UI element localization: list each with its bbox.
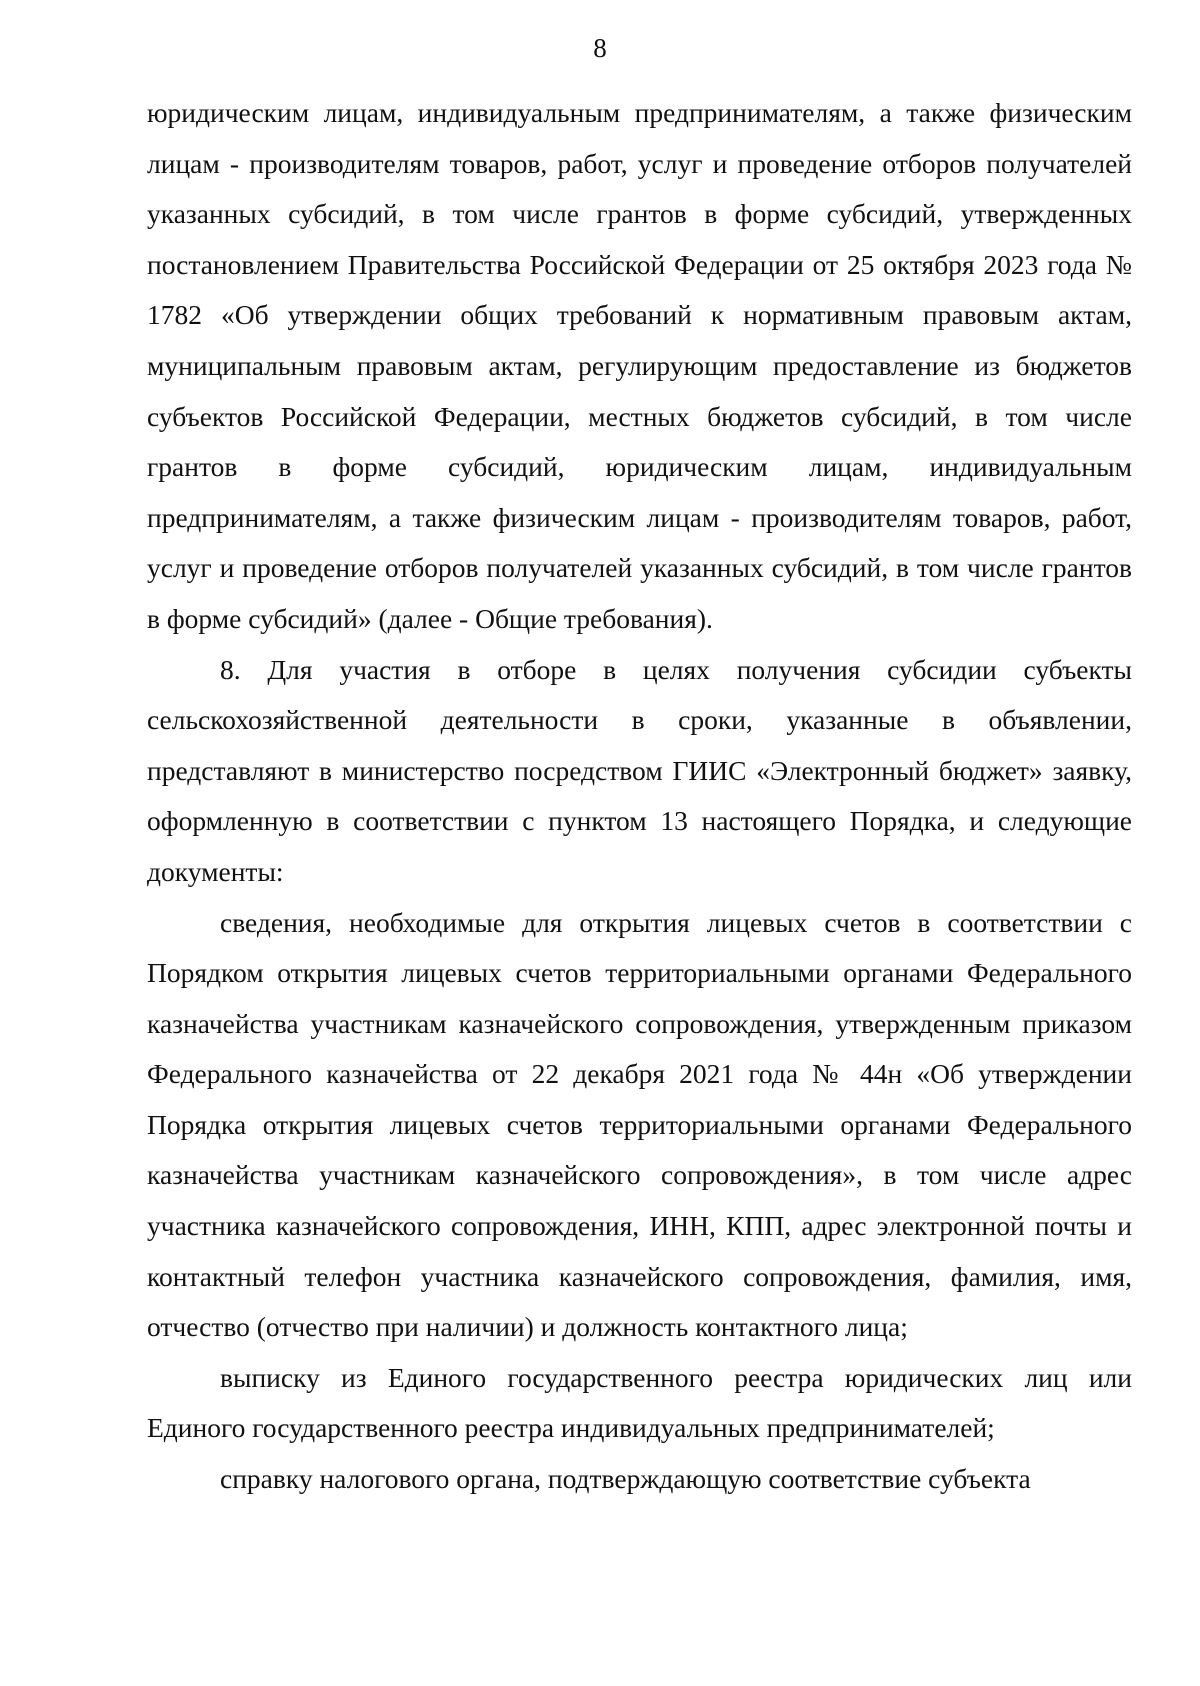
document-body xyxy=(147,88,1132,1505)
page-number: 8 xyxy=(593,33,607,63)
paragraph-account-info: сведения, необходимые для открытия лицевых счетов в соответствии с Порядком открытия лицевых счетов территориальными органами Федерального казначейства участникам казначейского сопровождения, утвержденным приказом Федерального казначейства от 22 декабря 2021 года № 44н «Об утверждении Порядка открытия лицевых счетов территориальными органами Федерального казначейства участникам казначейского сопровождения», в том числе адрес участника казначейского сопровождения, ИНН, КПП, адрес электронной почты и контактный телефон участника казначейского сопровождения, фамилия, имя, отчество (отчество при наличии) и должность контактного лица; xyxy=(147,906,1132,1343)
paragraph-registry-extract: выписку из Единого государственного реестра юридических лиц или Единого государственного реестра индивидуальных предпринимателей; xyxy=(147,1361,1132,1444)
paragraph-tax-certificate: справку налогового органа, подтверждающую соответствие субъекта xyxy=(220,1463,1031,1495)
paragraph-item-8: 8. Для участия в отборе в целях получения субсидии субъекты сельскохозяйственной деятельности в сроки, указанные в объявлении, представляют в министерство посредством ГИИС «Электронный бюджет» заявку, оформленную в соответствии с пунктом 13 настоящего Порядка, и следующие документы: xyxy=(147,653,1132,887)
paragraph-continuation: юридическим лицам, индивидуальным предпринимателям, а также физическим лицам - производителям товаров, работ, услуг и проведение отборов получателей указанных субсидий, в том числе грантов в форме субсидий, утвержденных постановлением Правительства Российской Федерации от 25 октября 2023 года № 1782 «Об утверждении общих требований к нормативным правовым актам, муниципальным правовым актам, регулирующим предоставление из бюджетов субъектов Российской Федерации, местных бюджетов субсидий, в том числе грантов в форме субсидий, юридическим лицам, индивидуальным предпринимателям, а также физическим лицам - производителям товаров, работ, услуг и проведение отборов получателей указанных субсидий, в том числе грантов в форме субсидий» (далее - Общие требования). xyxy=(147,97,1132,634)
